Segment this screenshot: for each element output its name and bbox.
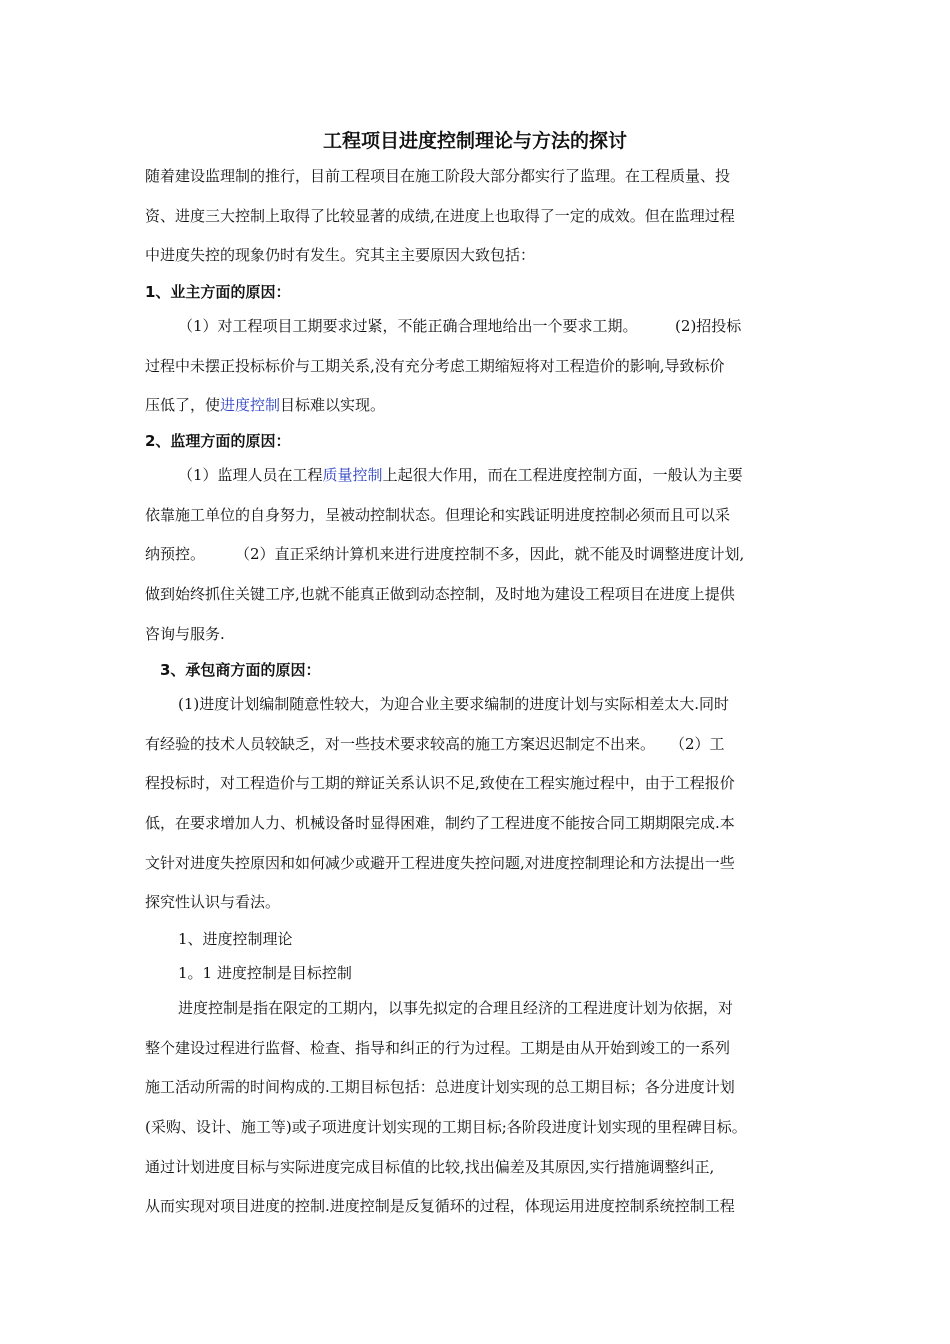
paragraph-line: （1）对工程项目工期要求过紧，不能正确合理地给出一个要求工期。 (2)招投标 [178, 317, 742, 335]
paragraph-line: 咨询与服务. [145, 625, 225, 643]
document-title: 工程项目进度控制理论与方法的探讨 [322, 130, 627, 152]
paragraph-line: 文针对进度失控原因和如何减少或避开工程进度失控问题,对进度控制理论和方法提出一些 [145, 854, 735, 872]
section-heading-contractor: 3、承包商方面的原因： [160, 661, 321, 679]
paragraph-line: (采购、设计、施工等)或子项进度计划实现的工期目标;各阶段进度计划实现的里程碑目标。 [145, 1118, 747, 1136]
paragraph-line [145, 395, 385, 415]
paragraph-line: 资、进度三大控制上取得了比较显著的成绩,在进度上也取得了一定的成效。但在监理过程 [145, 207, 735, 225]
text-span: 目标难以实现。 [280, 396, 386, 414]
paragraph-line [178, 465, 743, 485]
quality-control-link[interactable]: 质量控制 [322, 466, 383, 484]
paragraph-line: 中进度失控的现象仍时有发生。究其主主要原因大致包括： [145, 246, 536, 264]
paragraph-line: (1)进度计划编制随意性较大，为迎合业主要求编制的进度计划与实际相差太大.同时 [178, 695, 730, 713]
paragraph-line: 随着建设监理制的推行，目前工程项目在施工阶段大部分都实行了监理。在工程质量、投 [145, 167, 731, 185]
paragraph-line: 过程中未摆正投标标价与工期关系,没有充分考虑工期缩短将对工程造价的影响,导致标价 [145, 357, 725, 375]
paragraph-line: 有经验的技术人员较缺乏，对一些技术要求较高的施工方案迟迟制定不出来。 （2）工 [145, 735, 725, 753]
subsection-heading: 1、进度控制理论 [178, 930, 293, 948]
paragraph-line: 做到始终抓住关键工序,也就不能真正做到动态控制，及时地为建设工程项目在进度上提供 [145, 585, 735, 603]
text-span: 上起很大作用，而在工程进度控制方面，一般认为主要 [382, 466, 743, 484]
paragraph-line: 程投标时，对工程造价与工期的辩证关系认识不足,致使在工程实施过程中，由于工程报价 [145, 774, 735, 792]
progress-control-link[interactable]: 进度控制 [220, 396, 281, 414]
text-span: （1）监理人员在工程 [178, 466, 323, 484]
text-span: 压低了，使 [145, 396, 221, 414]
paragraph-line: 依靠施工单位的自身努力，呈被动控制状态。但理论和实践证明进度控制必须而且可以采 [145, 506, 731, 524]
paragraph-line: 低，在要求增加人力、机械设备时显得困难，制约了工程进度不能按合同工期期限完成.本 [145, 814, 735, 832]
paragraph-line: 纳预控。 （2）直正采纳计算机来进行进度控制不多，因此，就不能及时调整进度计划, [145, 545, 745, 563]
section-heading-supervision: 2、监理方面的原因： [145, 432, 291, 450]
paragraph-line: 通过计划进度目标与实际进度完成目标值的比较,找出偏差及其原因,实行措施调整纠正, [145, 1158, 715, 1176]
paragraph-line: 施工活动所需的时间构成的.工期目标包括：总进度计划实现的总工期目标；各分进度计划 [145, 1078, 735, 1096]
paragraph-line: 探究性认识与看法。 [145, 893, 281, 911]
paragraph-line: 整个建设过程进行监督、检查、指导和纠正的行为过程。工期是由从开始到竣工的一系列 [145, 1039, 731, 1057]
subsection-heading: 1。1 进度控制是目标控制 [178, 964, 352, 982]
section-heading-owner: 1、业主方面的原因： [145, 283, 291, 301]
paragraph-line: 进度控制是指在限定的工期内，以事先拟定的合理且经济的工程进度计划为依据，对 [178, 999, 734, 1017]
paragraph-line: 从而实现对项目进度的控制.进度控制是反复循环的过程，体现运用进度控制系统控制工程 [145, 1197, 735, 1215]
